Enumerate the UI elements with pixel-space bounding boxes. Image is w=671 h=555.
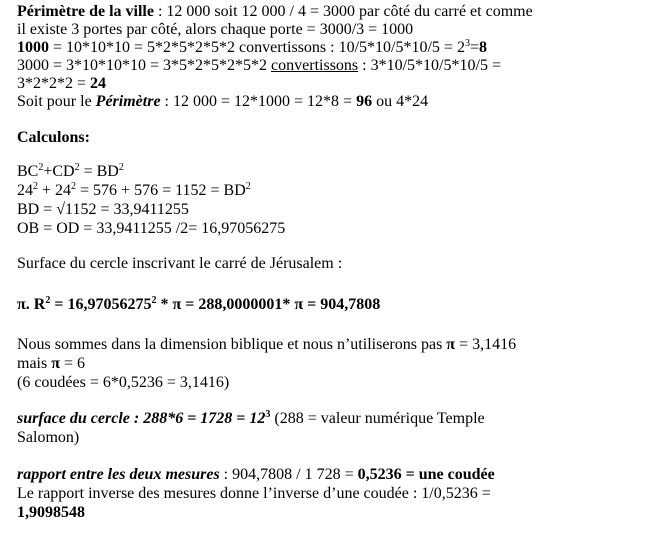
perimeter-line-4: 3000 = 3*10*10*10 = 3*5*2*5*2*5*2 convertissons : 3*10/5*10/5*10/5 = bbox=[17, 57, 501, 74]
biblical-line-3: (6 coudées = 6*0,5236 = 3,1416) bbox=[17, 374, 230, 391]
ratio-line-1: rapport entre les deux mesures : 904,7808 / 1 728 = 0,5236 = une coudée bbox=[17, 466, 495, 483]
circle-line-2: Salomon) bbox=[17, 429, 80, 446]
calc-heading: Calculons: bbox=[17, 129, 90, 146]
biblical-line-1: Nous sommes dans la dimension biblique et nous n’utiliserons pas π = 3,1416 bbox=[17, 336, 517, 353]
biblical-line-2: mais π = 6 bbox=[17, 355, 86, 372]
surface-intro: Surface du cercle inscrivant le carré de Jérusalem : bbox=[17, 255, 343, 272]
perimeter-line-2: il existe 3 portes par côté, alors chaque porte = 3000/3 = 1000 bbox=[17, 21, 414, 38]
calc-line-1: $BC^2+CD^2 = BD^2$ bbox=[17, 162, 124, 180]
perimeter-line-1: Périmètre de la ville : 12 000 soit 12 000 / 4 = 3000 par côté du carré et comme bbox=[17, 3, 533, 20]
ratio-line-2: Le rapport inverse des mesures donne l’inverse d’une coudée : 1/0,5236 = bbox=[17, 485, 491, 502]
perimeter-line-3: 1000 = 10*10*10 = 5*2*5*2*5*2 convertissons : $10/5*10/5*10/5 = 2^3=8$ bbox=[17, 38, 487, 56]
circle-line-1: surface du cercle : $288*6 = 1728 = 12^3$ (288 = valeur numérique Temple bbox=[17, 409, 485, 427]
ratio-line-3: 1,9098548 bbox=[17, 504, 85, 521]
perimeter-line-6: Soit pour le Périmètre : 12 000 = 12*1000 = 12*8 = 96 ou 4*24 bbox=[17, 93, 429, 110]
calc-line-4: OB = OD = 33,9411255 /2= 16,97056275 bbox=[17, 220, 286, 237]
calc-line-2: $24^2 + 24^2 = 576 + 576 = 1152 = BD^2$ bbox=[17, 181, 251, 199]
surface-formula: π. $R^2 = 16,97056275^2 * \pi = 288,0000001*$ π = 904,7808 bbox=[17, 295, 381, 313]
perimeter-heading: Périmètre de la ville bbox=[17, 3, 154, 20]
perimeter-line-5: 3*2*2*2 = 24 bbox=[17, 75, 107, 92]
calc-line-3: BD = √1152 = 33,9411255 bbox=[17, 201, 189, 218]
